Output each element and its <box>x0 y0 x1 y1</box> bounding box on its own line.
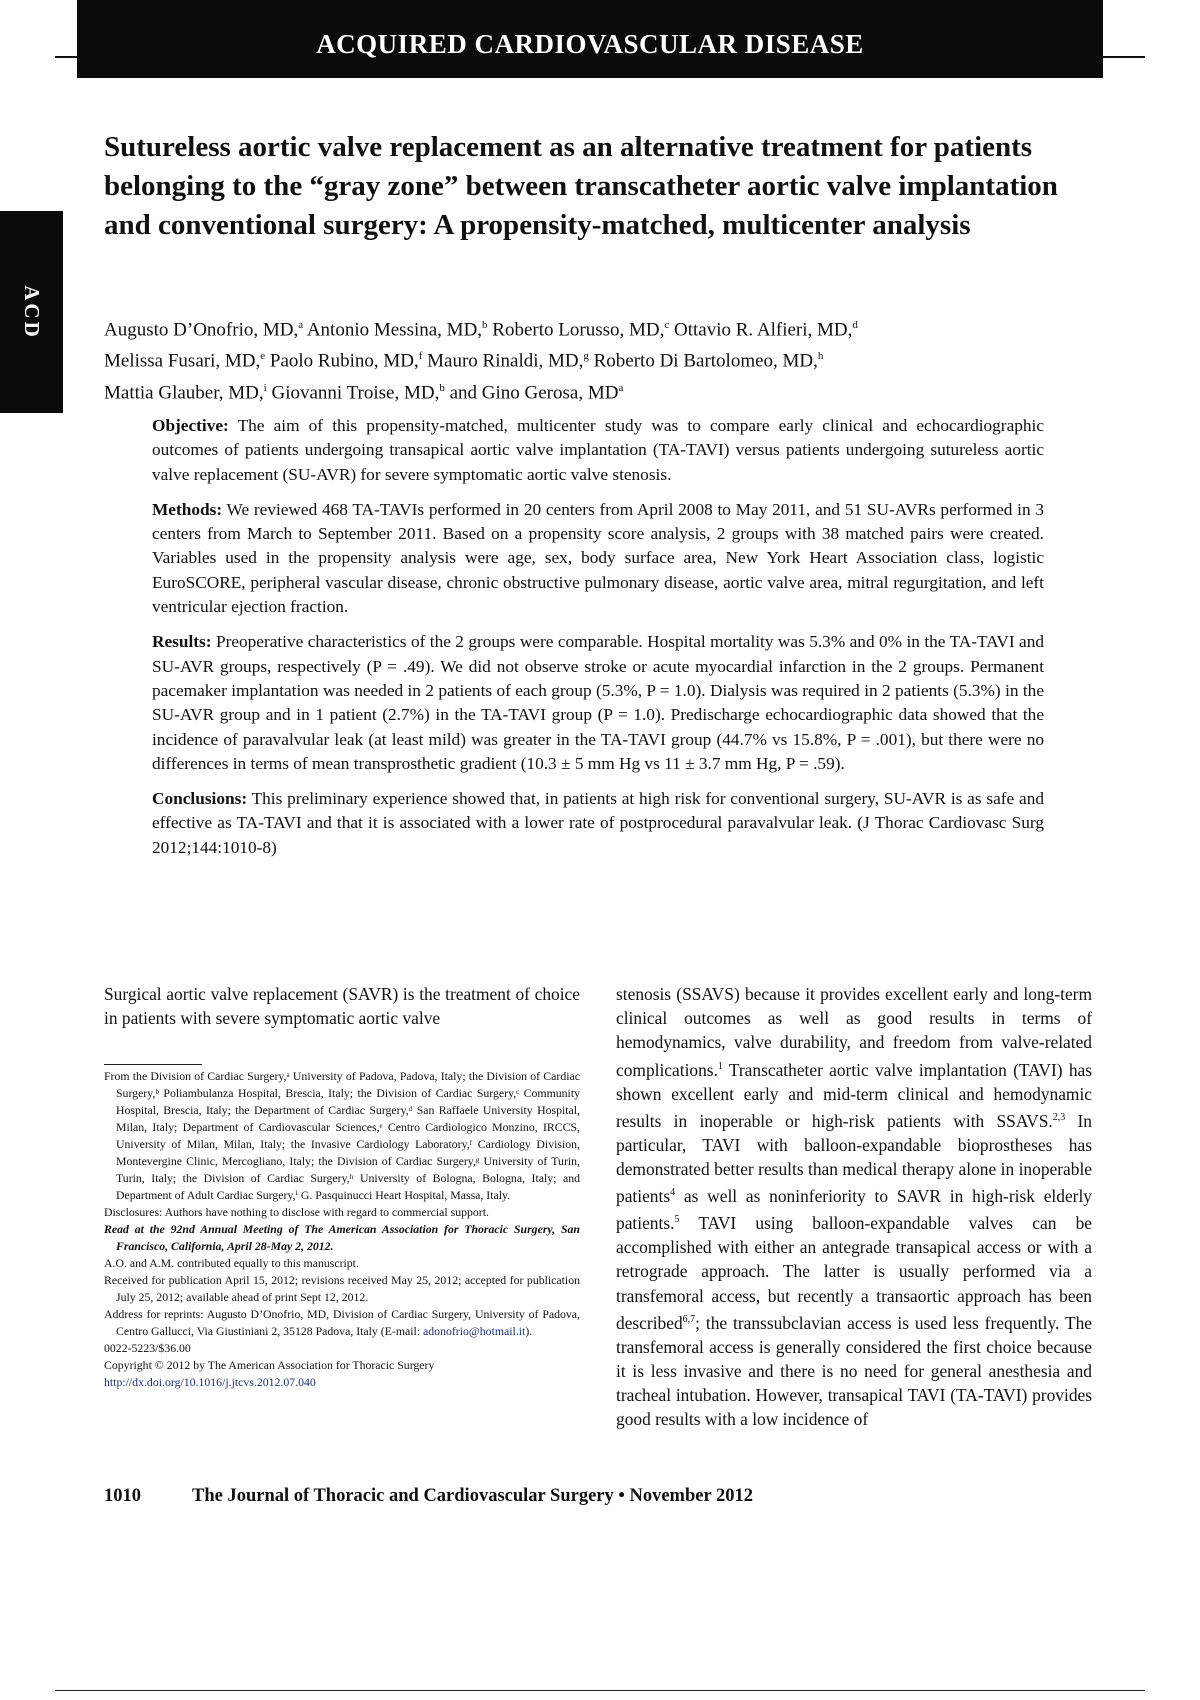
page-number: 1010 <box>104 1486 141 1506</box>
footnote-rule <box>104 1064 202 1065</box>
body-text: as well as noninferiority to SAVR in high-risk elderly patients. <box>616 1186 1092 1234</box>
author-affiliation: b <box>439 381 445 394</box>
author-affiliation: d <box>852 319 858 331</box>
page-footer <box>104 1486 1004 1507</box>
body-text: In particular, TAVI with balloon-expandable bioprostheses has demonstrated better results than medical therapy alone in inoperable patients <box>616 1110 1092 1207</box>
author-affiliation: g <box>583 350 589 363</box>
abstract-text: The aim of this propensity-matched, multicenter study was to compare early clinical and echocardiographic outcomes of patients undergoing transapical aortic valve implantation (TA-TAVI) versus patients undergoing sutureless aortic valve replacement (SU-AVR) for severe symptomatic aortic valve stenosis. <box>152 416 1044 484</box>
abstract <box>152 414 1044 871</box>
abstract-conclusions <box>152 787 1044 860</box>
body-text: ; the transsubclavian access is used less frequently. The transfemoral access is generally considered the first choice because it is less invasive and there is no need for general anesthesia and tracheal intubation. However, transapical TAVI (TA-TAVI) provides good results with a low incidence of <box>616 1312 1092 1430</box>
abstract-text: Preoperative characteristics of the 2 groups were comparable. Hospital mortality was 5.3% and 0% in the TA-TAVI and SU-AVR groups, respectively (P = .49). We did not observe stroke or acute myocardial infarction in the 2 groups. Permanent pacemaker implantation was needed in 2 patients of each group (5.3%, P = 1.0). Dialysis was required in 2 patients (5.3%) in the SU-AVR group and in 1 patient (2.7%) in the TA-TAVI group (P = 1.0). Predischarge echocardiographic data showed that the incidence of paravalvular leak (at least mild) was greater in the TA-TAVI group (44.7% vs 15.8%, P = .001), but there were no differences in terms of mean transprosthetic gradient (10.3 ± 5 mm Hg vs 11 ± 3.7 mm Hg, P = .59). <box>152 632 1044 773</box>
author-affiliation: a <box>618 381 624 394</box>
author-name: Paolo Rubino, MD, <box>269 350 419 372</box>
journal-name: The Journal of Thoracic and Cardiovascular Surgery • November 2012 <box>192 1486 753 1506</box>
body-text: Transcatheter aortic valve implantation (TAVI) has shown excellent early and mid-term clinical and hemodynamic results in inoperable or high-risk patients with SSAVS. <box>616 1059 1092 1131</box>
author-name: Melissa Fusari, MD, <box>104 350 261 372</box>
author-affiliation: a <box>298 319 304 331</box>
body-text: TAVI using balloon-expandable valves can be accomplished with either an antegrade transapical access or with a retrograde approach. The latter is usually performed via a transfemoral access, but recently a transaortic approach has been described <box>616 1213 1092 1333</box>
author-affiliation: c <box>664 319 670 331</box>
author-name: Roberto Di Bartolomeo, MD, <box>593 350 818 372</box>
reference-citation[interactable]: 6,7 <box>682 1313 696 1325</box>
abstract-label: Methods: <box>152 499 223 519</box>
author-name: Antonio Messina, MD, <box>306 319 483 341</box>
footnote-address-text: Address for reprints: Augusto D’Onofrio, MD, Division of Cardiac Surgery, University of Padova, Centro Gallucci, Via Giustiniani 2, 35128 Padova, Italy (E-mail: <box>104 1307 580 1338</box>
section-header-label: ACQUIRED CARDIOVASCULAR DISEASE <box>316 28 864 59</box>
footnote-equal-contribution: A.O. and A.M. contributed equally to this manuscript. <box>104 1256 359 1270</box>
reference-citation[interactable]: 5 <box>674 1214 680 1226</box>
author-affiliation: h <box>817 350 824 363</box>
abstract-text: This preliminary experience showed that, in patients at high risk for conventional surgery, SU-AVR is as safe and effective as TA-TAVI and that it is associated with a lower rate of postprocedural paravalvular leak. (J Thorac Cardiovasc Surg 2012;144:1010-8) <box>152 789 1044 857</box>
footnote-issn: 0022-5223/$36.00 <box>104 1341 191 1355</box>
side-tab <box>0 211 63 413</box>
footnote-meeting <box>104 1221 580 1255</box>
email-link[interactable]: adonofrio@hotmail.it <box>423 1324 526 1338</box>
abstract-label: Conclusions: <box>152 789 248 809</box>
header-rule-left <box>55 56 77 58</box>
abstract-label: Objective: <box>152 416 229 435</box>
footnote-received: Received for publication April 15, 2012; revisions received May 25, 2012; accepted for publication July 25, 2012; available ahead of print Sept 12, 2012. <box>104 1273 580 1304</box>
footnotes <box>104 1068 580 1391</box>
reference-citation[interactable]: 4 <box>670 1187 676 1199</box>
bottom-rule <box>55 1690 1145 1691</box>
reference-citation[interactable]: 2,3 <box>1052 1111 1066 1123</box>
abstract-text: We reviewed 468 TA-TAVIs performed in 20 centers from April 2008 to May 2011, and 51 SU-AVRs performed in 3 centers from March to September 2011. Based on a propensity score analysis, 2 groups with 38 matched pairs were created. Variables used in the propensity analysis were age, sex, body surface area, New York Heart Association class, logistic EuroSCORE, peripheral vascular disease, chronic obstructive pulmonary disease, aortic valve area, mitral regurgitation, and left ventricular ejection fraction. <box>152 499 1044 617</box>
reference-citation[interactable]: 1 <box>717 1060 723 1072</box>
author-name: Ottavio R. Alfieri, MD, <box>674 319 853 341</box>
header-rule-right <box>1103 56 1145 58</box>
author-affiliation: f <box>418 350 423 363</box>
body-column-left <box>104 982 580 1030</box>
author-name: Augusto D’Onofrio, MD, <box>104 319 299 341</box>
body-paragraph: Surgical aortic valve replacement (SAVR) is the treatment of choice in patients with severe symptomatic aortic valve <box>104 984 580 1029</box>
abstract-results <box>152 630 1044 776</box>
body-column-right <box>616 982 1092 1432</box>
section-header <box>77 0 1103 78</box>
article-title: Sutureless aortic valve replacement as an alternative treatment for patients belonging to the “gray zone” between transcatheter aortic valve implantation and conventional surgery: A propensity-matched, multicenter analysis <box>104 131 1058 241</box>
author-affiliation: b <box>482 319 488 331</box>
author-name: Mattia Glauber, MD, <box>104 381 264 403</box>
body-text: stenosis (SSAVS) because it provides excellent early and long-term clinical outcomes as well as good results in terms of hemodynamics, valve durability, and freedom from valve-related complications. <box>616 984 1092 1080</box>
author-name: and Gino Gerosa, MD <box>449 381 619 403</box>
footnote-disclosures: Disclosures: Authors have nothing to disclose with regard to commercial support. <box>104 1205 489 1219</box>
footnote-address-end: ). <box>525 1324 533 1338</box>
body-paragraph <box>616 982 1092 1432</box>
author-list <box>104 312 1064 406</box>
footnote-copyright: Copyright © 2012 by The American Association for Thoracic Surgery <box>104 1358 435 1372</box>
author-affiliation: i <box>263 381 267 394</box>
abstract-methods <box>152 498 1044 619</box>
author-affiliation: e <box>260 350 266 363</box>
abstract-label: Results: <box>152 632 212 652</box>
footnote-affiliations: From the Division of Cardiac Surgery,ᵃ University of Padova, Padova, Italy; the Division of Cardiac Surgery,ᵇ Poliambulanza Hospital, Brescia, Italy; the Division of Cardiac Surgery,ᶜ Community Hospital, Brescia, Italy; the Department of Cardiac Surgery,ᵈ San Raffaele University Hospital, Milan, Italy; Department of Cardiovascular Sciences,ᵉ Centro Cardiologico Monzino, IRCCS, University of Milan, Milan, Italy; the Invasive Cardiology Laboratory,ᶠ Cardiology Division, Montevergine Clinic, Mercogliano, Italy; the Division of Cardiac Surgery,ᵍ University of Turin, Turin, Italy; the Division of Cardiac Surgery,ʰ University of Bologna, Bologna, Italy; and Department of Adult Cardiac Surgery,ⁱ G. Pasquinucci Heart Hospital, Massa, Italy. <box>104 1069 580 1202</box>
author-name: Giovanni Troise, MD, <box>271 381 440 403</box>
author-name: Mauro Rinaldi, MD, <box>427 350 584 372</box>
side-tab-label: ACD <box>20 284 44 340</box>
footnote-doi[interactable]: http://dx.doi.org/10.1016/j.jtcvs.2012.07.040 <box>104 1375 316 1389</box>
abstract-objective <box>152 414 1044 487</box>
footnote-address <box>104 1306 580 1340</box>
footnote-meeting-text: Read at the 92nd Annual Meeting of The American Association for Thoracic Surgery, San Francisco, California, April 28-May 2, 2012. <box>104 1222 580 1253</box>
author-name: Roberto Lorusso, MD, <box>492 319 665 341</box>
